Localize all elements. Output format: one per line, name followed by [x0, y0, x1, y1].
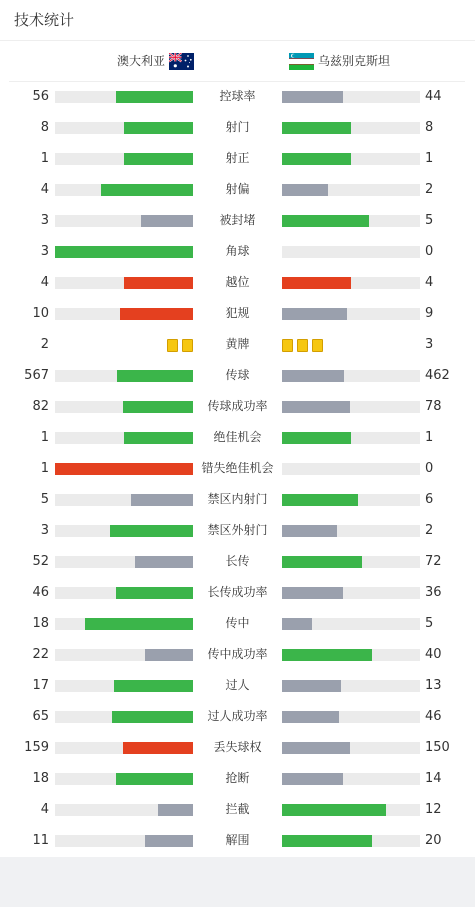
- home-bar-fill: [124, 122, 193, 134]
- home-bar-track: [55, 680, 193, 692]
- home-bar-fill: [114, 680, 193, 692]
- home-value: 2: [40, 337, 49, 352]
- stat-row-7: [0, 268, 475, 299]
- away-bar-fill: [282, 401, 350, 413]
- stat-label: 错失绝佳机会: [201, 461, 274, 475]
- away-bar-track: [282, 277, 420, 289]
- stat-row-24: [0, 795, 475, 826]
- home-bar-fill: [123, 401, 193, 413]
- home-bar-fill: [141, 215, 193, 227]
- away-bar-fill: [282, 773, 343, 785]
- away-bar-fill: [282, 680, 341, 692]
- home-bar-track: [55, 649, 193, 661]
- stat-row-23: [0, 764, 475, 795]
- stat-label: 丢失球权: [213, 740, 262, 754]
- home-bar-track: [55, 432, 193, 444]
- stat-label: 抢断: [225, 771, 250, 785]
- stat-label: 黄牌: [225, 337, 250, 351]
- away-bar-fill: [282, 277, 351, 289]
- stat-label: 长传成功率: [207, 585, 268, 599]
- away-bar-fill: [282, 494, 358, 506]
- yellow-card-icon: [282, 339, 293, 352]
- away-value: 1: [425, 151, 434, 166]
- away-bar-track: [282, 835, 420, 847]
- home-bar-track: [55, 835, 193, 847]
- away-bar-track: [282, 463, 420, 475]
- away-bar-fill: [282, 153, 351, 165]
- home-bar-track: [55, 742, 193, 754]
- away-bar-fill: [282, 308, 347, 320]
- away-bar-track: [282, 494, 420, 506]
- home-value: 159: [24, 740, 49, 755]
- away-yellow-cards: [282, 339, 323, 352]
- away-bar-track: [282, 711, 420, 723]
- stat-label: 射门: [225, 120, 250, 134]
- stat-label: 拦截: [225, 802, 250, 816]
- stat-row-1: [0, 82, 475, 113]
- stat-row-20: [0, 671, 475, 702]
- stat-label: 禁区外射门: [207, 523, 268, 537]
- away-value: 6: [425, 492, 434, 507]
- away-bar-fill: [282, 618, 312, 630]
- stat-label: 传球成功率: [207, 399, 268, 413]
- home-value: 3: [40, 523, 49, 538]
- stat-row-6: [0, 237, 475, 268]
- home-value: 1: [40, 151, 49, 166]
- away-value: 8: [425, 120, 434, 135]
- home-value: 46: [32, 585, 49, 600]
- stat-label: 控球率: [219, 89, 256, 103]
- home-bar-fill: [116, 587, 193, 599]
- home-value: 18: [32, 616, 49, 631]
- away-bar-fill: [282, 804, 386, 816]
- home-bar-track: [55, 246, 193, 258]
- away-bar-fill: [282, 432, 351, 444]
- home-bar-track: [55, 525, 193, 537]
- stat-row-8: [0, 299, 475, 330]
- home-value: 4: [40, 275, 49, 290]
- away-value: 2: [425, 523, 434, 538]
- home-bar-fill: [85, 618, 193, 630]
- away-bar-track: [282, 401, 420, 413]
- away-value: 78: [425, 399, 442, 414]
- home-bar-fill: [131, 494, 193, 506]
- home-bar-track: [55, 277, 193, 289]
- yellow-card-icon: [297, 339, 308, 352]
- away-bar-track: [282, 587, 420, 599]
- home-bar-fill: [55, 246, 193, 258]
- away-value: 40: [425, 647, 442, 662]
- stat-row-17: [0, 578, 475, 609]
- stat-label: 射正: [225, 151, 250, 165]
- stat-row-11: [0, 392, 475, 423]
- home-value: 8: [40, 120, 49, 135]
- away-value: 0: [425, 461, 434, 476]
- stat-row-9: [0, 330, 475, 361]
- home-team-name: 澳大利亚: [117, 54, 166, 68]
- stat-row-2: [0, 113, 475, 144]
- stat-row-25: [0, 826, 475, 857]
- stat-label: 犯规: [225, 306, 250, 320]
- away-value: 0: [425, 244, 434, 259]
- stat-label: 射偏: [225, 182, 250, 196]
- away-value: 2: [425, 182, 434, 197]
- away-bar-track: [282, 773, 420, 785]
- stat-row-19: [0, 640, 475, 671]
- stat-row-4: [0, 175, 475, 206]
- away-bar-track: [282, 246, 420, 258]
- home-yellow-cards: [167, 339, 193, 352]
- away-bar-track: [282, 618, 420, 630]
- away-bar-fill: [282, 587, 343, 599]
- home-bar-fill: [116, 91, 193, 103]
- away-value: 36: [425, 585, 442, 600]
- stat-label: 绝佳机会: [213, 430, 262, 444]
- home-value: 18: [32, 771, 49, 786]
- home-bar-track: [55, 556, 193, 568]
- home-bar-track: [55, 494, 193, 506]
- stat-label: 被封堵: [219, 213, 256, 227]
- away-bar-fill: [282, 742, 350, 754]
- away-value: 20: [425, 833, 442, 848]
- home-bar-fill: [124, 277, 193, 289]
- away-team-name: 乌兹别克斯坦: [318, 54, 391, 68]
- home-value: 56: [32, 89, 49, 104]
- stat-label: 长传: [225, 554, 250, 568]
- away-bar-fill: [282, 370, 344, 382]
- home-bar-track: [55, 804, 193, 816]
- panel-title: 技术统计: [14, 11, 75, 29]
- stat-row-21: [0, 702, 475, 733]
- stat-label: 传中成功率: [207, 647, 268, 661]
- away-value: 4: [425, 275, 434, 290]
- stat-row-14: [0, 485, 475, 516]
- home-bar-track: [55, 184, 193, 196]
- home-bar-track: [55, 122, 193, 134]
- stat-row-3: [0, 144, 475, 175]
- away-value: 9: [425, 306, 434, 321]
- home-bar-fill: [55, 463, 193, 475]
- stat-label: 禁区内射门: [207, 492, 268, 506]
- home-bar-track: [55, 618, 193, 630]
- home-bar-track: [55, 370, 193, 382]
- away-bar-track: [282, 91, 420, 103]
- away-value: 462: [425, 368, 450, 383]
- stat-row-15: [0, 516, 475, 547]
- home-bar-track: [55, 773, 193, 785]
- home-bar-fill: [110, 525, 193, 537]
- home-value: 567: [24, 368, 49, 383]
- home-bar-track: [55, 711, 193, 723]
- away-bar-track: [282, 184, 420, 196]
- stat-label: 角球: [225, 244, 250, 258]
- home-bar-track: [55, 153, 193, 165]
- stat-label: 传中: [225, 616, 250, 630]
- stat-list: [0, 82, 475, 857]
- home-bar-fill: [124, 153, 193, 165]
- away-value: 12: [425, 802, 442, 817]
- australia-flag-icon: [169, 53, 194, 70]
- home-bar-fill: [124, 432, 193, 444]
- home-value: 52: [32, 554, 49, 569]
- away-bar-track: [282, 153, 420, 165]
- away-bar-track: [282, 308, 420, 320]
- stat-row-16: [0, 547, 475, 578]
- home-bar-fill: [120, 308, 193, 320]
- home-bar-fill: [112, 711, 193, 723]
- yellow-card-icon: [167, 339, 178, 352]
- away-bar-fill: [282, 184, 328, 196]
- away-value: 150: [425, 740, 450, 755]
- away-value: 72: [425, 554, 442, 569]
- stat-row-22: [0, 733, 475, 764]
- away-bar-fill: [282, 649, 372, 661]
- stat-row-12: [0, 423, 475, 454]
- home-team-header: [117, 52, 194, 70]
- stat-label: 过人成功率: [207, 709, 268, 723]
- away-bar-track: [282, 804, 420, 816]
- yellow-card-icon: [182, 339, 193, 352]
- away-value: 5: [425, 213, 434, 228]
- home-value: 11: [32, 833, 49, 848]
- stat-row-18: [0, 609, 475, 640]
- home-bar-track: [55, 91, 193, 103]
- away-bar-track: [282, 742, 420, 754]
- home-value: 65: [32, 709, 49, 724]
- home-bar-track: [55, 215, 193, 227]
- home-value: 82: [32, 399, 49, 414]
- home-bar-track: [55, 401, 193, 413]
- home-bar-track: [55, 463, 193, 475]
- away-bar-track: [282, 122, 420, 134]
- uzbekistan-flag-icon: [289, 53, 314, 70]
- away-bar-track: [282, 525, 420, 537]
- away-bar-fill: [282, 556, 362, 568]
- home-bar-fill: [101, 184, 193, 196]
- away-value: 1: [425, 430, 434, 445]
- home-bar-track: [55, 308, 193, 320]
- home-bar-fill: [145, 835, 193, 847]
- stat-row-10: [0, 361, 475, 392]
- home-bar-fill: [117, 370, 193, 382]
- away-bar-track: [282, 432, 420, 444]
- home-value: 4: [40, 802, 49, 817]
- away-value: 3: [425, 337, 434, 352]
- home-value: 5: [40, 492, 49, 507]
- away-bar-fill: [282, 525, 337, 537]
- away-bar-fill: [282, 122, 351, 134]
- away-bar-track: [282, 680, 420, 692]
- away-bar-fill: [282, 711, 339, 723]
- stat-row-5: [0, 206, 475, 237]
- stat-label: 传球: [225, 368, 250, 382]
- away-bar-track: [282, 215, 420, 227]
- away-value: 44: [425, 89, 442, 104]
- away-value: 46: [425, 709, 442, 724]
- home-value: 3: [40, 244, 49, 259]
- home-value: 10: [32, 306, 49, 321]
- away-value: 5: [425, 616, 434, 631]
- home-bar-fill: [145, 649, 193, 661]
- stat-label: 解围: [225, 833, 250, 847]
- home-bar-fill: [123, 742, 193, 754]
- home-bar-fill: [135, 556, 193, 568]
- stat-label: 过人: [225, 678, 250, 692]
- home-bar-fill: [116, 773, 193, 785]
- home-bar-track: [55, 587, 193, 599]
- home-value: 4: [40, 182, 49, 197]
- home-bar-fill: [158, 804, 193, 816]
- away-bar-fill: [282, 215, 369, 227]
- home-value: 17: [32, 678, 49, 693]
- home-value: 3: [40, 213, 49, 228]
- stat-label: 越位: [225, 275, 250, 289]
- away-team-header: [289, 52, 390, 70]
- away-bar-track: [282, 370, 420, 382]
- title-divider: [0, 40, 475, 41]
- away-bar-fill: [282, 835, 372, 847]
- away-bar-fill: [282, 91, 343, 103]
- away-value: 14: [425, 771, 442, 786]
- stat-row-13: [0, 454, 475, 485]
- yellow-card-icon: [312, 339, 323, 352]
- away-value: 13: [425, 678, 442, 693]
- home-value: 22: [32, 647, 49, 662]
- away-bar-track: [282, 649, 420, 661]
- away-bar-track: [282, 556, 420, 568]
- home-value: 1: [40, 430, 49, 445]
- home-value: 1: [40, 461, 49, 476]
